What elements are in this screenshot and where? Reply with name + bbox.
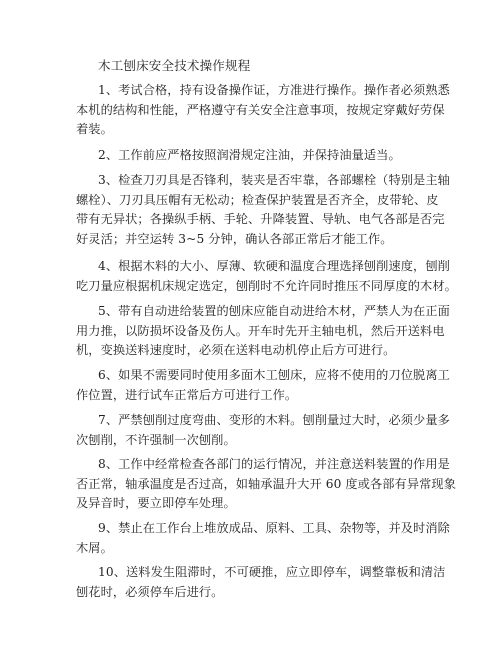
paragraph-9 <box>76 519 450 558</box>
paragraph-line: 10、送料发生阻滞时，不可硬推，应立即停车，调整靠板和清洁 <box>98 565 446 579</box>
paragraph-line: 1、考试合格，持有设备操作证，方准进行操作。操作者必须熟悉 <box>98 83 450 97</box>
paragraph-line: 刨花时，必须停车后进行。 <box>76 584 224 599</box>
paragraph-10 <box>76 563 446 602</box>
paragraph-line: 机，变换送料速度时，必须在送料电动机停止后方可进行。 <box>76 343 396 358</box>
paragraph-line: 3、检查刀刃具是否锋利，装夹是否牢靠，各部螺栓（特别是主轴 <box>98 173 450 187</box>
paragraph-line: 次刨削，不许强制一次刨削。 <box>76 432 236 447</box>
paragraph-line: 带有无异状；各操纵手柄、手轮、升降装置、导轨、电气各部是否完 <box>76 212 445 227</box>
paragraph-line: 及异音时，要立即停车处理。 <box>76 496 236 511</box>
paragraph-line: 本机的结构和性能，严格遵守有关安全注意事项，按规定穿戴好劳保 <box>76 102 445 117</box>
paragraph-7 <box>76 411 450 450</box>
paragraph-1 <box>76 81 450 140</box>
paragraph-line: 8、工作中经常检查各部门的运行情况，并注意送料装置的作用是 <box>98 457 450 471</box>
document-title: 木工刨床安全技术操作规程 <box>98 58 251 73</box>
paragraph-line: 4、根据木料的大小、厚薄、软硬和温度合理选择刨削速度，刨削 <box>98 259 450 273</box>
paragraph-line: 6、如果不需要同时使用多面木工刨床，应将不使用的刀位脱离工 <box>98 368 450 382</box>
paragraph-line: 好灵活；并空运转 3~5 分钟，确认各部正常后才能工作。 <box>76 231 393 246</box>
paragraph-line: 9、禁止在工作台上堆放成品、原料、工具、杂物等，并及时消除 <box>98 521 450 535</box>
paragraph-line: 木屑。 <box>76 540 113 555</box>
paragraph-6 <box>76 366 450 405</box>
paragraph-3 <box>76 171 450 249</box>
paragraph-line: 7、严禁刨削过度弯曲、变形的木料。刨削量过大时，必须少量多 <box>98 413 450 427</box>
paragraph-line: 作位置，进行试车正常后方可进行工作。 <box>76 387 298 402</box>
paragraph-4 <box>76 257 457 296</box>
paragraph-line: 吃刀量应根据机床规定选定，刨削时不允许同时推压不同厚度的木材。 <box>76 278 457 293</box>
paragraph-line: 螺栓）、刀刃具压帽有无松动；检查保护装置是否齐全，皮带轮、皮 <box>76 192 439 207</box>
paragraph-8 <box>76 455 456 514</box>
paragraph-line: 5、带有自动进给装置的刨床应能自动进给木材，严禁人为在正面 <box>98 304 450 318</box>
paragraph-line: 2、工作前应严格按照润滑规定注油，并保持油量适当。 <box>98 148 401 162</box>
paragraph-5 <box>76 302 450 361</box>
paragraph-line: 用力推，以防损坏设备及伤人。开车时先开主轴电机，然后开送料电 <box>76 323 445 338</box>
paragraph-line: 着装。 <box>76 122 113 137</box>
paragraph-line: 否正常，轴承温度是否过高，如轴承温升大开 60 度或各部有异常现象 <box>76 476 456 491</box>
paragraph-2 <box>76 146 436 166</box>
